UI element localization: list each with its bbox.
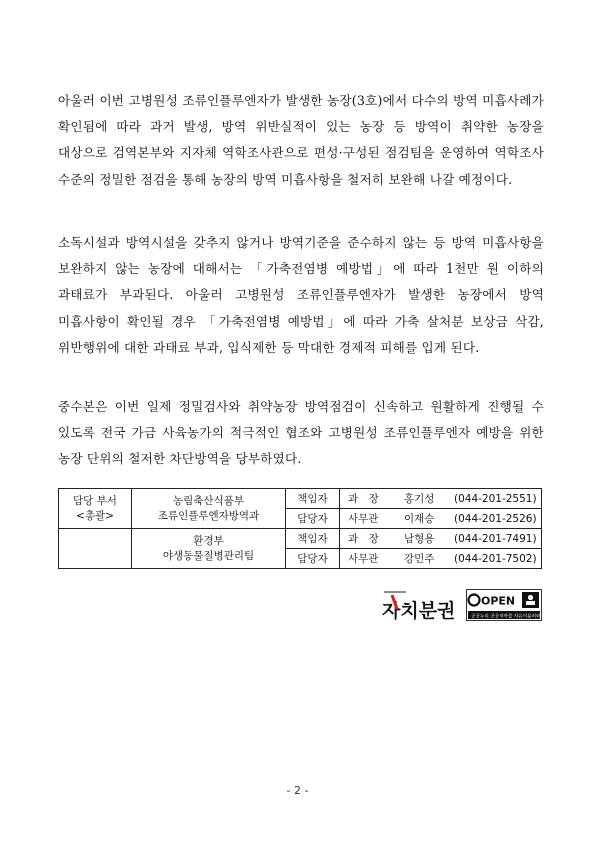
org1-line2: 조류인플루엔자방역과 [157, 509, 260, 522]
rank: 과 장 [348, 493, 379, 505]
phone: (044-201-7491) [454, 533, 537, 545]
role-cell: 책임자 [286, 489, 340, 509]
decentralization-logo [378, 587, 460, 623]
dept-label: 담당 부서 [73, 494, 117, 507]
phone: (044-201-7502) [454, 553, 537, 565]
logo-left-text: 자치분권 [382, 600, 456, 622]
org1-line1: 농림축산식품부 [172, 494, 244, 507]
contact-row [59, 529, 542, 549]
phone: (044-201-2551) [454, 493, 537, 505]
org-cell-1 [132, 489, 286, 529]
rank: 사무관 [348, 553, 379, 565]
person-cell [340, 529, 542, 549]
role-cell: 담당자 [286, 509, 340, 529]
name: 남형용 [404, 533, 435, 545]
name: 이재승 [404, 513, 435, 525]
rank: 과 장 [348, 533, 379, 545]
body-paragraph-3: 중수본은 이번 일제 정밀검사와 취약농장 방역점검이 신속하고 원활하게 진행될 수 있도록 전국 가금 사육농가의 적극적인 협조와 고병원성 조류인플루엔자 예방을 위한 농장 단위의 철저한 차단방역을 당부하였다. [58, 399, 544, 467]
person-cell [340, 509, 542, 529]
logo-caption: 공공누리 공공저작물 자유이용허락 [471, 614, 541, 620]
body-paragraph-1: 아울러 이번 고병원성 조류인플루엔자가 발생한 농장(3호)에서 다수의 방역 미흡사례가 확인됨에 따라 과거 발생, 방역 위반실적이 있는 농장 등 방역이 취약한 농장을 대상으로 검역본부와 지자체 역학조사관으로 편성·구성된 점검팀을 운영하여 역학조사 수준의 정밀한 점검을 통해 농장의 방역 미흡사항을 철저히 보완해 나갈 예정이다. [58, 93, 544, 187]
page-number: - 2 - [286, 784, 309, 797]
dept-cell [59, 489, 132, 529]
logo-open-text: OPEN [481, 594, 516, 608]
body-paragraph-2: 소독시설과 방역시설을 갖추지 않거나 방역기준을 준수하지 않는 등 방역 미흡사항을 보완하지 않는 농장에 대해서는 「가축전염병 예방법」에 따라 1천만 원 이하의 과태료가 부과된다. 아울러 고병원성 조류인플루엔자가 발생한 농장에서 방역 미흡사항이 확인될 경우 「가축전염병 예방법」에 따라 가축 살처분 보상금 삭감, 위반행위에 대한 과태료 부과, 입식제한 등 막대한 경제적 피해를 입게 된다. [58, 235, 544, 355]
phone: (044-201-2526) [454, 513, 537, 525]
person-cell [340, 489, 542, 509]
open-license-logo [466, 589, 542, 621]
org2-line2: 야생동물질병관리팀 [162, 549, 255, 562]
name: 강민주 [404, 553, 435, 565]
role-cell: 담당자 [286, 549, 340, 569]
person-cell [340, 549, 542, 569]
org2-line1: 환경부 [193, 534, 224, 547]
logo-area [378, 587, 544, 623]
role-cell: 책임자 [286, 529, 340, 549]
dept-cell-empty [59, 529, 132, 569]
name: 홍기성 [404, 493, 435, 505]
org-cell-2 [132, 529, 286, 569]
dept-sub: <총괄> [76, 509, 114, 522]
contact-row [59, 489, 542, 509]
contact-table [58, 488, 542, 569]
rank: 사무관 [348, 513, 379, 525]
